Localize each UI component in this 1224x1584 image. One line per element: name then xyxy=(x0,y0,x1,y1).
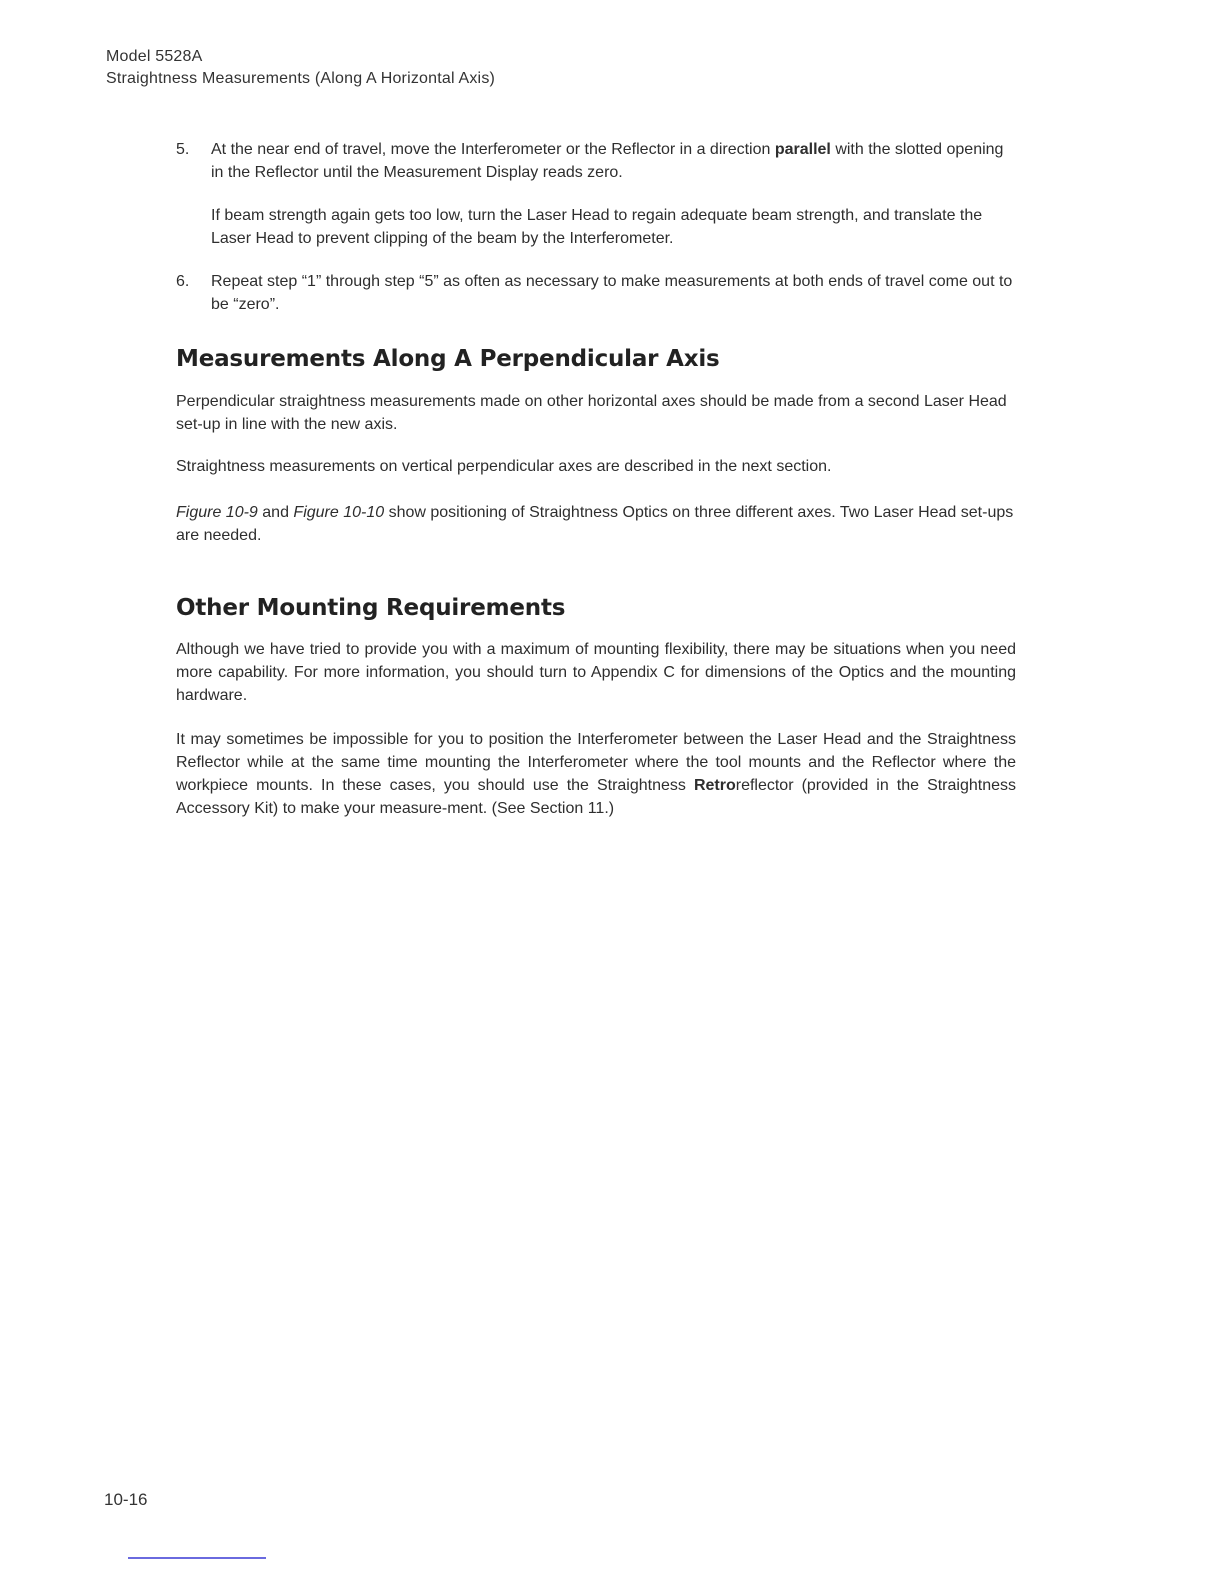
step-text: Repeat step “1” through step “5” as often as necessary to make measurements at both ends of travel come out to be “zero”. xyxy=(211,273,1013,313)
header-model: Model 5528A xyxy=(106,48,203,65)
step-text: At the near end of travel, move the Interferometer or the Reflector in a direction parallel with the slotted opening in the Reflector until the Measurement Display reads zero. xyxy=(211,141,1004,181)
paragraph: Although we have tried to provide you with a maximum of mounting flexibility, there may be situations when you need more capability. For more information, you should turn to Appendix C for dimensions of the Optics and the mounting hardware. xyxy=(176,641,1016,704)
paragraph: Perpendicular straightness measurements made on other horizontal axes should be made from a second Laser Head set-up in line with the new axis. xyxy=(176,393,1007,433)
figure-reference: Figure 10-10 xyxy=(293,504,385,521)
header-section-title: Straightness Measurements (Along A Horizontal Axis) xyxy=(106,70,496,87)
step-number: 6. xyxy=(176,273,190,290)
paragraph: Straightness measurements on vertical perpendicular axes are described in the next section. xyxy=(176,458,832,475)
page-number: 10-16 xyxy=(104,1490,148,1509)
bold-term: parallel xyxy=(774,141,831,158)
paragraph: It may sometimes be impossible for you to position the Interferometer between the Laser Head and the Straightness Reflector while at the same time mounting the Interferometer where the tool mounts and the Reflector where the workpiece mounts. In these cases, you should use the Straightness Retroreflector (provided in the Straightness Accessory Kit) to make your measure-ment. (See Section 11.) xyxy=(176,731,1017,817)
page-content xyxy=(176,138,1016,820)
figure-reference: Figure 10-9 xyxy=(176,504,258,521)
paragraph: Figure 10-9 and Figure 10-10 show positioning of Straightness Optics on three different axes. Two Laser Head set-ups are needed. xyxy=(176,504,1014,544)
heading-other-mounting: Other Mounting Requirements xyxy=(176,595,566,621)
step-continuation: If beam strength again gets too low, turn the Laser Head to regain adequate beam strength, and translate the Laser Head to prevent clipping of the beam by the Interferometer. xyxy=(211,207,983,247)
bold-term: Retro xyxy=(693,777,736,794)
footer-rule xyxy=(128,1557,266,1559)
running-header xyxy=(106,46,495,90)
step-6 xyxy=(176,270,1016,316)
heading-perpendicular-axis: Measurements Along A Perpendicular Axis xyxy=(176,346,720,372)
step-5 xyxy=(176,138,1016,250)
step-number: 5. xyxy=(176,141,190,158)
